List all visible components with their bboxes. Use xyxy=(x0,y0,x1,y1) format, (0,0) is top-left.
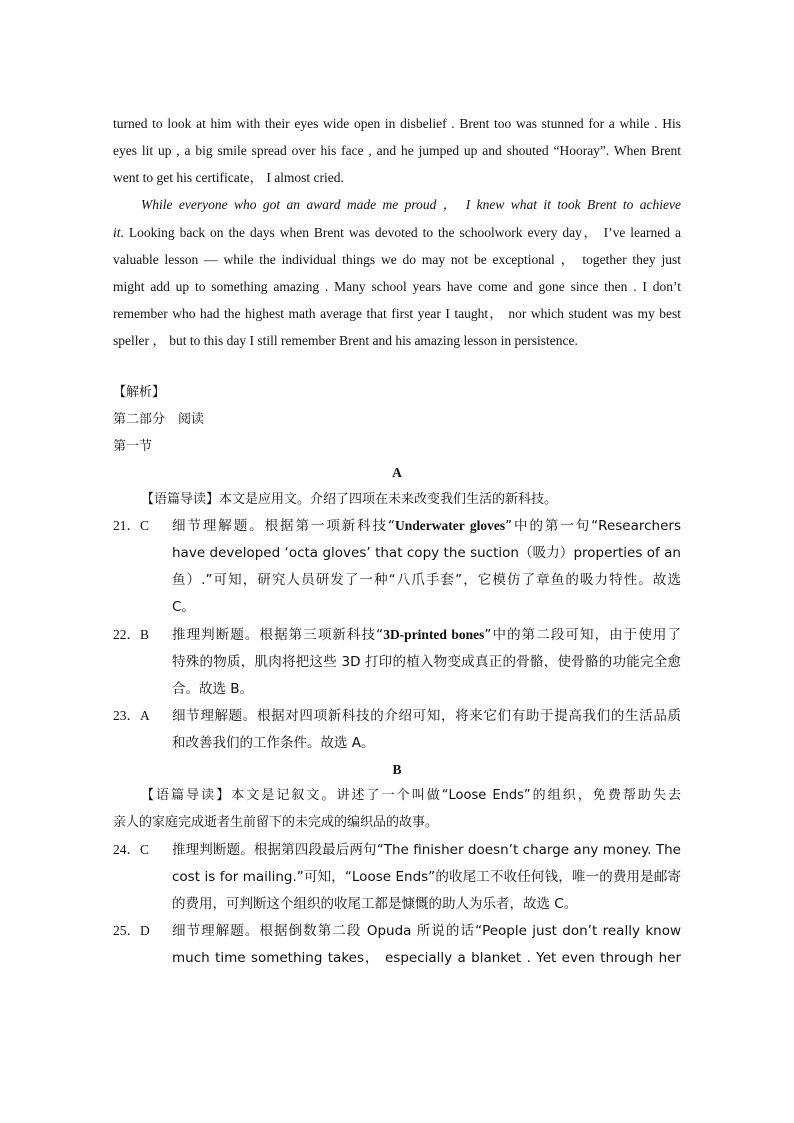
q21-number: 21．C xyxy=(113,518,150,533)
q25-explanation: 细节理解题。根据倒数第二段 Opuda 所说的话“People just don’t really know much time something takes， especially a blanket . Yet even through her xyxy=(172,923,681,966)
passage-b-guide-1: 【语篇导读】本文是记叙文。讲述了一个叫做“Loose Ends”的组织，免费帮助失去 xyxy=(141,788,681,803)
q22-explanation: 推理判断题。根据第三项新科技“3D-printed bones”中的第二段可知，由于使用了 特殊的物质，肌肉将把这些 3D 打印的植入物变成真正的骨骼，使骨骼的功能完全愈 合。故选 B。 xyxy=(172,627,681,697)
passage-line-6: valuable lesson — while the individual things we do may not be exceptional ， together they just xyxy=(113,252,681,267)
q25-number: 25．D xyxy=(113,923,150,938)
passage-line-2: eyes lit up , a big smile spread over his face , and he jumped up and shouted “Hooray”. When Brent xyxy=(113,143,681,158)
passage-line-4: While everyone who got an award made me proud ， I knew what it took Brent to achieve xyxy=(141,197,681,212)
section-heading: 第一节 xyxy=(113,439,153,454)
passage-line-3: went to get his certificate， I almost cried. xyxy=(113,170,344,185)
analysis-heading: 【解析】 xyxy=(113,385,166,400)
passage-line-8: remember who had the highest math average that first year I taught， nor which student was my best xyxy=(113,306,681,321)
passage-b-label: B xyxy=(392,762,402,777)
q24-number: 24．C xyxy=(113,842,150,857)
q22-number: 22．B xyxy=(113,627,150,642)
passage-a-guide: 【语篇导读】本文是应用文。介绍了四项在未来改变我们生活的新科技。 xyxy=(141,492,558,507)
q21-explanation: 细节理解题。根据第一项新科技“Underwater gloves”中的第一句“Researchers have developed ‘octa gloves’ that copy the suction（吸力）properties of an 鱼）.”可知，研究人员研发了一种“八爪手套”，它模仿了章鱼的吸力特性。故选 C。 xyxy=(172,518,681,615)
passage-b-guide-2: 亲人的家庭完成逝者生前留下的未完成的编织品的故事。 xyxy=(113,815,439,830)
passage-line-9: speller ， but to this day I still remember Brent and his amazing lesson in persistence. xyxy=(113,333,578,348)
passage-line-1: turned to look at him with their eyes wide open in disbelief . Brent too was stunned for a while . His xyxy=(113,116,681,131)
q23-number: 23．A xyxy=(113,708,150,723)
passage-line-5: it. Looking back on the days when Brent was devoted to the schoolwork every day， I’ve learned a xyxy=(113,225,681,240)
passage-line-7: might add up to something amazing . Many school years have come and gone since then . I don’t xyxy=(113,279,681,294)
part-heading: 第二部分 阅读 xyxy=(113,412,205,427)
q23-explanation: 细节理解题。根据对四项新科技的介绍可知，将来它们有助于提高我们的生活品质 和改善我们的工作条件。故选 A。 xyxy=(172,708,681,751)
passage-a-label: A xyxy=(392,465,402,480)
q24-explanation: 推理判断题。根据第四段最后两句“The finisher doesn’t charge any money. The cost is for mailing.”可知，“Loose Ends”的收尾工不收任何钱，唯一的费用是邮寄 的费用，可判断这个组织的收尾工都是慷慨的助人为乐者，故选 C。 xyxy=(172,842,681,912)
